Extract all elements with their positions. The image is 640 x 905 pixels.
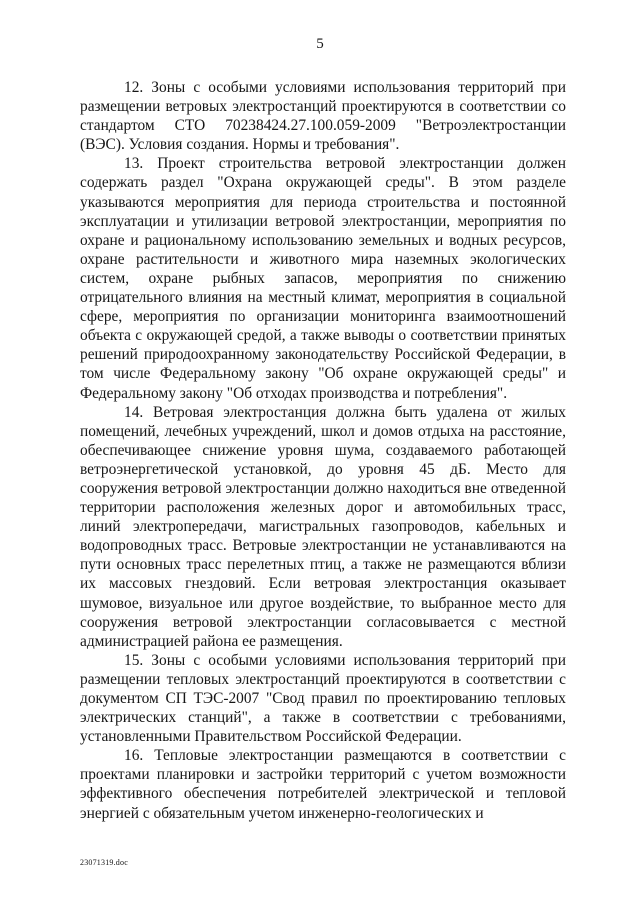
paragraph-13: 13. Проект строительства ветровой электростанции должен содержать раздел "Охрана окружающей среды". В этом разделе указываются мероприятия для периода строительства и постоянной эксплуатации и утилизации ветровой электростанции, мероприятия по охране и рациональному использованию земельных и водных ресурсов, охране растительности и животного мира наземных экологических систем, охране рыбных запасов, мероприятия по снижению отрицательного влияния на местный климат, мероприятия в социальной сфере, мероприятия по организации мониторинга взаимоотношений объекта с окружающей средой, а также выводы о соответствии принятых решений природоохранному законодательству Российской Федерации, в том числе Федеральному закону "Об охране окружающей среды" и Федеральному закону "Об отходах производства и потребления". [80, 155, 566, 402]
paragraph-15: 15. Зоны с особыми условиями использования территорий при размещении тепловых электростанций проектируются в соответствии с документом СП ТЭС-2007 "Свод правил по проектированию тепловых электрических станций", а также в соответствии с требованиями, установленными Правительством Российской Федерации. [80, 651, 566, 746]
page-number: 5 [316, 36, 324, 52]
footer-filename: 23071319.doc [80, 858, 128, 867]
paragraph-16: 16. Тепловые электростанции размещаются в соответствии с проектами планировки и застройки территорий с учетом возможности эффективного обеспечения потребителей электрической и тепловой энергией с обязательным учетом инженерно-геологических и [80, 747, 566, 822]
document-body [80, 78, 566, 823]
paragraph-12: 12. Зоны с особыми условиями использования территорий при размещении ветровых электростанций проектируются в соответствии со стандартом СТО 70238424.27.100.059-2009 "Ветроэлектростанции (ВЭС). Условия создания. Нормы и требования". [80, 79, 566, 154]
paragraph-14: 14. Ветровая электростанция должна быть удалена от жилых помещений, лечебных учреждений, школ и домов отдыха на расстояние, обеспечивающее снижение уровня шума, создаваемого работающей ветроэнергетической установкой, до уровня 45 дБ. Место для сооружения ветровой электростанции должно находиться вне отведенной территории расположения железных дорог и автомобильных трасс, линий электропередачи, магистральных газопроводов, кабельных и водопроводных трасс. Ветровые электростанции не устанавливаются на пути основных трасс перелетных птиц, а также не размещаются вблизи их массовых гнездовий. Если ветровая электростанция оказывает шумовое, визуальное или другое воздействие, то выбранное место для сооружения ветровой электростанции согласовывается с местной администрацией района ее размещения. [80, 403, 566, 650]
